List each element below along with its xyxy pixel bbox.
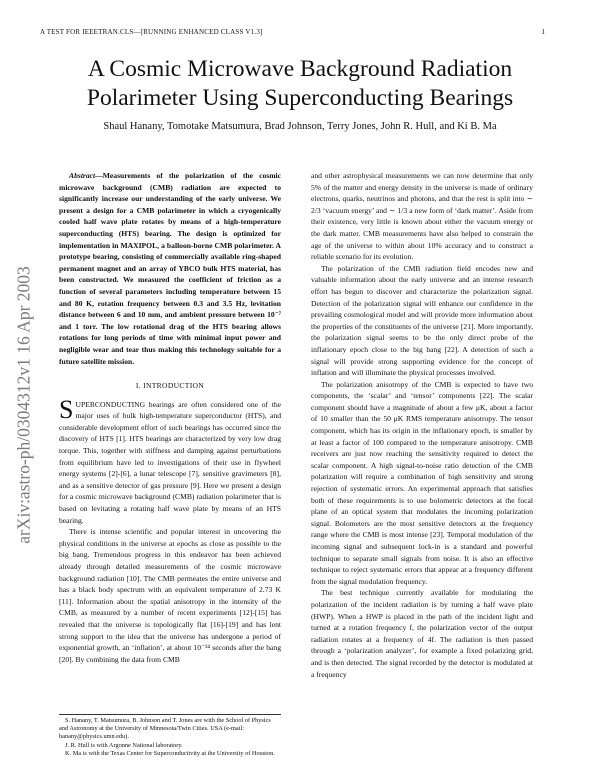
right-paragraph-3: The polarization anisotropy of the CMB is expected to have two components, the ‘scalar’ and ‘tensor’ components [22]. The scalar component should have a magnitude of about a few μK, about a factor of 10 smaller than the 50 μK RMS temperature anisotropy. The tensor component, which has its origin in the inflationary epoch, is smaller by at least a factor of 100 compared to the temperature anisotropy. CMB receivers are just now reaching the sensitivity required to detect the scalar component. A high signal-to-noise ratio detection of the CMB polarization will require a combination of high sensitivity and strong rejection of systematic errors. An experimental approach that satisfies both of these requirements is to use bolometric detectors at the focal plane of an optical system that modulates the incoming polarization signal. Bolometers are the most sensitive detectors at the frequency range where the CMB is most intense [23]. Temporal modulation of the incoming signal and subsequent lock-in is a standard and powerful technique to separate small signals from noise. It is also an effective technique to reject systematic errors that appear at a frequency different from the signal modulation frequency. (311, 379, 533, 586)
paper-title (40, 55, 560, 113)
arxiv-stamp (2, 240, 46, 570)
intro-paragraph-1 (59, 394, 281, 527)
title-line-2: Polarimeter Using Superconducting Bearings (86, 85, 514, 111)
page-number: 1 (541, 28, 545, 36)
left-column (59, 170, 281, 665)
right-paragraph-1: and other astrophysical measurements we can now determine that only 5% of the matter and energy density in the universe is made of ordinary electrons, quarks, neutrinos and photons, and that the rest is split into ∼ 2/3 ‘vacuum energy’ and ∼ 1/3 a new form of ‘dark matter’. Aside from their existence, very little is known about either the vacuum energy or the dark matter. CMB measurements have also helped to constrain the age of the universe to within about 10% accuracy and to construct a reliable scenario for its evolution. (311, 171, 533, 262)
footnote-affiliation-argonne: J. R. Hull is with Argonne National laboratory. (65, 741, 183, 749)
title-line-1: A Cosmic Microwave Background Radiation (87, 56, 513, 82)
author-list: Shaul Hanany, Tomotake Matsumura, Brad Johnson, Terry Jones, John R. Hull, and Ki B. Ma (103, 121, 497, 132)
footnotes (59, 714, 281, 758)
abstract (59, 170, 281, 367)
footnote-affiliation-houston: K. Ma is with the Texas Center for Superconductivity at the University of Houston. (65, 749, 275, 757)
right-paragraph-4: The best technique currently available for modulating the polarization of the incident radiation is by turning a half wave plate (HWP). When a HWP is placed in the path of the incident light and turned at a rotation frequency f, the polarization vector of the output radiation rotates at a frequency of 4f. The radiation is then passed through a ‘polarization analyzer’, for example a fixed polarizing grid, and is then detected. The signal recorded by the detector is modulated at a frequency (311, 588, 533, 679)
footnote-affiliation-umn: S. Hanany, T. Matsumura, B. Johnson and T. Jones are with the School of Physics and Astronomy at the University of Minnesota/Twin Cities. USA (e-mail: hanany@physics.umn.edu). (59, 717, 271, 741)
section-heading-introduction: I. INTRODUCTION (135, 381, 205, 391)
drop-cap: S (59, 394, 74, 424)
right-paragraph-2: The polarization of the CMB radiation field encodes new and valuable information about the early universe and an intense research effort has begun to discover and characterize the polarization signal. Detection of the polarization signal will enhance our confidence in the prevailing cosmological model and will provide more information about the properties of the constituents of the universe [21]. More importantly, the polarization signal seems to be the only direct probe of the inflationary epoch close to the big bang [22]. A detection of such a signal will provide strong supporting evidence for the concept of inflation and will illuminate the physical processes involved. (311, 263, 533, 378)
intro-paragraph-1-text: UPERCONDUCTING bearings are often considered one of the major uses of bulk high-temperature superconductor (HTS), and considerable development effort of such bearings has occurred since the discovery of HTS [1]. HTS bearings are characterized by very low drag torque. This, together with stiffness and damping against perturbations from equilibrium have led to investigations of their use in flywheel energy systems [2]-[6], a lunar telescope [7], sensitive gravimeters [8], and as a sensitive detector of gas pressure [9]. Here we present a design for a cosmic microwave background (CMB) radiation polarimeter that is based on levitating a rotating half wave plate by means of an HTS bearing. (59, 399, 281, 525)
abstract-label: Abstract (69, 171, 96, 180)
abstract-text: —Measurements of the polarization of the cosmic microwave background (CMB) radiation are expected to significantly increase our understanding of the early universe. We present a design for a CMB polarimeter in which a cryogenically cooled half wave plate rotates by means of a high-temperature superconducting (HTS) bearing. The design is optimized for implementation in MAXIPOL, a balloon-borne CMB polarimeter. A prototype bearing, consisting of commercially available ring-shaped permanent magnet and an array of YBCO bulk HTS material, has been constructed. We measured the coefficient of friction as a function of several parameters including temperature between 15 and 80 K, rotation frequency between 0.3 and 3.5 Hz, levitation distance between 6 and 10 mm, and ambient pressure between 10⁻⁷ and 1 torr. The low rotational drag of the HTS bearing allows rotations for long periods of time with minimal input power and negligible wear and tear thus making this technology suitable for a future satellite mission. (59, 171, 281, 366)
arxiv-stamp-text: arXiv:astro-ph/0304312v1 16 Apr 2003 (13, 266, 34, 544)
running-header: A TEST FOR IEEETRAN.CLS—[RUNNING ENHANCED CLASS V1.3] (40, 28, 263, 36)
right-column (311, 170, 533, 680)
intro-paragraph-2: There is intense scientific and popular interest in uncovering the physical conditions in the universe at epochs as close as possible to the big bang. Tremendous progress in this endeavor has been achieved already through detailed measurements of the cosmic microwave background radiation [10]. The CMB permeates the entire universe and has a black body spectrum with an equivalent temperature of 2.73 K [11]. Information about the spatial anisotropy in the intensity of the CMB, as measured by a number of recent experiments [12]-[15] has revealed that the universe is topologically flat [16]-[19] and has lent strong support to the idea that the universe has undergone a period of exponential growth, an ‘inflation’, at about 10⁻³⁴ seconds after the bang [20]. By combining the data from CMB (59, 527, 281, 664)
